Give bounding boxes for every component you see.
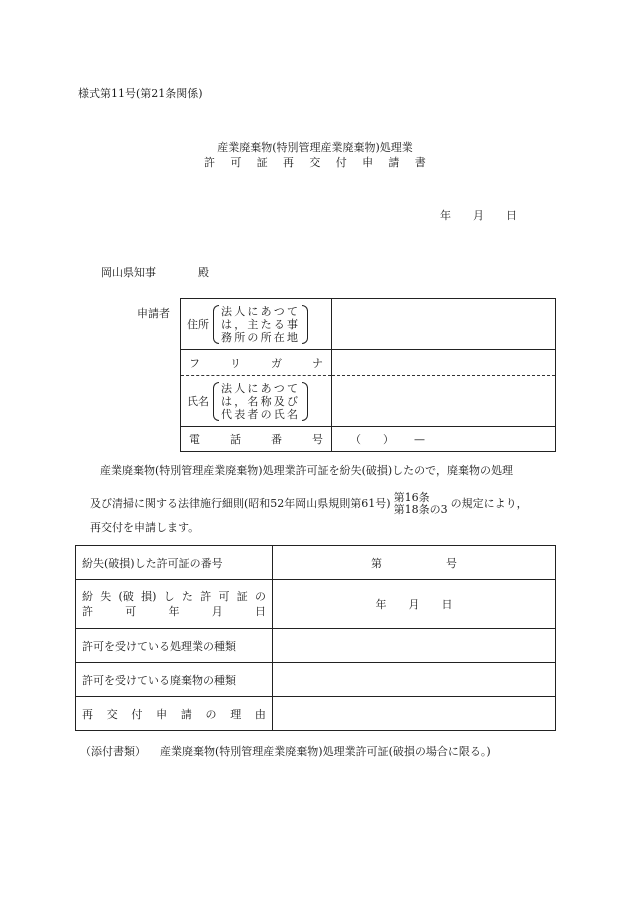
furigana-field[interactable] [332, 350, 556, 376]
application-date [440, 207, 517, 223]
permit-number-label: 紛失(破損)した許可証の番号 [76, 546, 273, 580]
reissue-reason-label: 再 交 付 申 請 の 理 由 [76, 697, 273, 731]
permit-date-field[interactable]: 年 月 日 [273, 580, 556, 629]
document-title-line1: 産業廃棄物(特別管理産業廃棄物)処理業 [217, 141, 413, 154]
phone-field[interactable]: （ ） — [332, 427, 556, 452]
article-reference: 第16条 第18条の3 [393, 491, 448, 516]
body-text-line2: 及び清掃に関する法律施行細則(昭和52年岡山県規則第61号) 第16条 第18条の3 の規定により， [90, 491, 528, 516]
addressee-honorific: 殿 [198, 266, 209, 279]
phone-label: 電 話 番 号 [181, 427, 332, 452]
date-year: 年 [440, 209, 451, 222]
address-note: 法人にあつて は，主たる事 務所の所在地 [213, 305, 308, 344]
attachment-text: 産業廃棄物(特別管理産業廃棄物)処理業許可証(破損の場合に限る。) [160, 745, 491, 758]
body-text-line1: 産業廃棄物(特別管理産業廃棄物)処理業許可証を紛失(破損)したので，廃棄物の処理 [100, 464, 513, 477]
name-field[interactable] [332, 376, 556, 427]
waste-type-field[interactable] [273, 663, 556, 697]
permit-date-label: 紛 失 (破 損) し た 許 可 証 の 許 可 年 月 日 [76, 580, 273, 629]
form-number: 様式第11号(第21条関係) [78, 87, 203, 100]
name-note: 法人にあつて は，名称及び 代表者の氏名 [213, 382, 308, 421]
business-type-label: 許可を受けている処理業の種類 [76, 629, 273, 663]
document-title-line2: 許 可 証 再 交 付 申 請 書 [204, 156, 426, 169]
name-label-cell [181, 376, 332, 427]
addressee [101, 264, 209, 280]
date-day: 日 [506, 209, 517, 222]
waste-type-label: 許可を受けている廃棄物の種類 [76, 663, 273, 697]
address-field[interactable] [332, 299, 556, 350]
permit-number-field[interactable]: 第 号 [273, 546, 556, 580]
permit-detail-table [75, 545, 556, 731]
furigana-label: フ リ ガ ナ [181, 350, 332, 376]
addressee-name: 岡山県知事 [101, 266, 156, 279]
business-type-field[interactable] [273, 629, 556, 663]
address-label: 住所 [187, 318, 209, 331]
body-text-line3: 再交付を申請します。 [90, 521, 200, 534]
date-month: 月 [473, 209, 484, 222]
attachment-note [80, 743, 491, 759]
applicant-table [180, 298, 556, 452]
address-label-cell [181, 299, 332, 350]
applicant-label: 申請者 [137, 307, 170, 320]
name-label: 氏名 [187, 395, 209, 408]
attachment-label: （添付書類） [80, 745, 146, 758]
reissue-reason-field[interactable] [273, 697, 556, 731]
